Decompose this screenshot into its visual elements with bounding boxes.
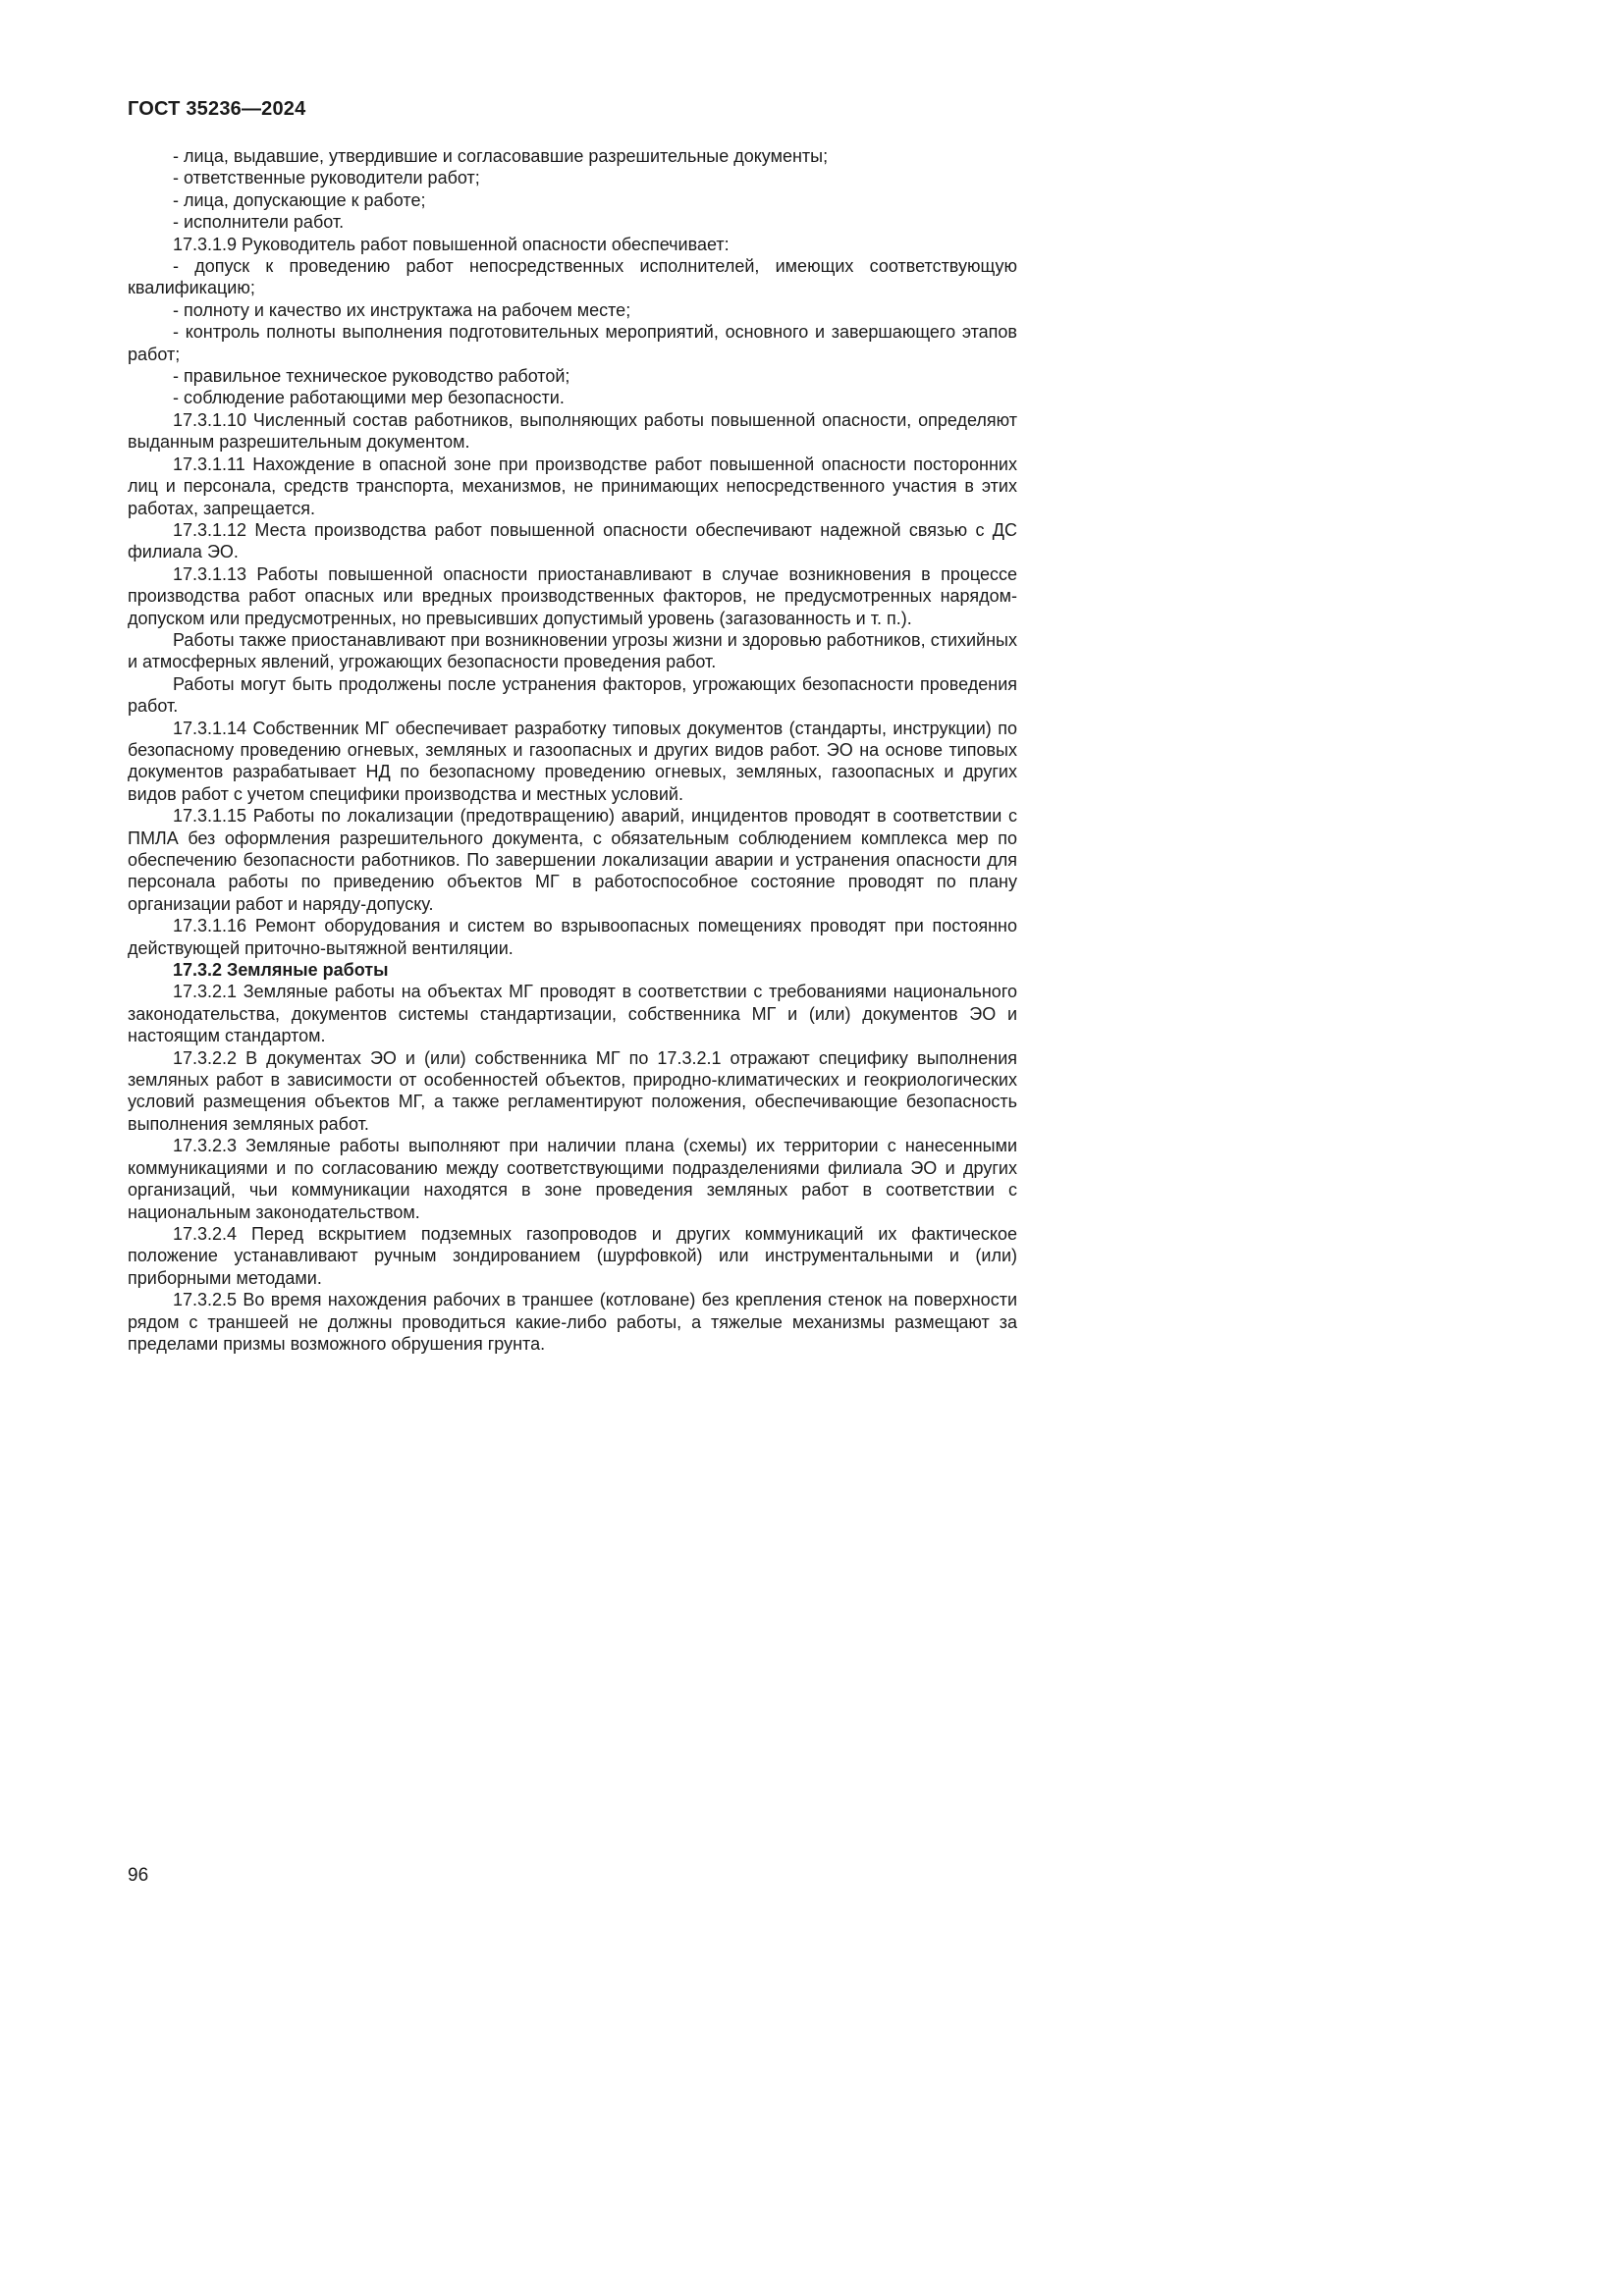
list-item: - правильное техническое руководство работой;: [173, 366, 570, 387]
list-item: - лица, допускающие к работе;: [173, 189, 426, 210]
page-number: 96: [128, 1865, 149, 1886]
paragraph: 17.3.1.12 Места производства работ повышенной опасности обеспечивают надежной связью с ДС филиала ЭО.: [128, 519, 1017, 562]
paragraph: 17.3.1.14 Собственник МГ обеспечивает разработку типовых документов (стандарты, инструкции) по безопасному проведению огневых, земляных и газоопасных и других видов работ. ЭО на основе типовых документов разрабатывает НД по безопасному проведению огневых, земляных, газоопасных и других видов работ с учетом специфики производства и местных условий.: [128, 718, 1017, 804]
paragraph: 17.3.1.11 Нахождение в опасной зоне при производстве работ повышенной опасности посторонних лиц и персонала, средств транспорта, механизмов, не принимающих непосредственного участия в этих работах, запрещается.: [128, 454, 1017, 518]
paragraph: 17.3.2.1 Земляные работы на объектах МГ проводят в соответствии с требованиями национального законодательства, документов системы стандартизации, собственника МГ и (или) документов ЭО и настоящим стандартом.: [128, 982, 1017, 1046]
list-item: - исполнители работ.: [173, 212, 345, 233]
paragraph: 17.3.1.10 Численный состав работников, выполняющих работы повышенной опасности, определяют выданным разрешительным документом.: [128, 409, 1017, 453]
document-body: [128, 145, 1017, 1355]
list-item: - ответственные руководители работ;: [173, 168, 480, 188]
paragraph: 17.3.2.3 Земляные работы выполняют при наличии плана (схемы) их территории с нанесенными коммуникациями и по согласованию между соответствующими подразделениями филиала ЭО и других организаций, чьи коммуникации находятся в зоне проведения земляных работ в соответствии с национальным законодательством.: [128, 1136, 1017, 1222]
paragraph: 17.3.1.16 Ремонт оборудования и систем во взрывоопасных помещениях проводят при постоянно действующей приточно-вытяжной вентиляции.: [128, 916, 1017, 958]
paragraph: 17.3.2.5 Во время нахождения рабочих в траншее (котловане) без крепления стенок на поверхности рядом с траншеей не должны проводиться какие-либо работы, а тяжелые механизмы размещают за пределами призмы возможного обрушения грунта.: [128, 1290, 1017, 1354]
paragraph: 17.3.1.13 Работы повышенной опасности приостанавливают в случае возникновения в процессе производства работ опасных или вредных производственных факторов, не предусмотренных нарядом-допуском или предусмотренных, но превысивших допустимый уровень (загазованность и т. п.).: [128, 563, 1017, 628]
paragraph: Работы также приостанавливают при возникновении угрозы жизни и здоровью работников, стихийных и атмосферных явлений, угрожающих безопасности проведения работ.: [128, 629, 1017, 672]
list-item: - полноту и качество их инструктажа на рабочем месте;: [173, 299, 631, 320]
paragraph: 17.3.2.4 Перед вскрытием подземных газопроводов и других коммуникаций их фактическое положение устанавливают ручным зондированием (шурфовкой) или инструментальными и (или) приборными методами.: [128, 1223, 1017, 1288]
list-item: - лица, выдавшие, утвердившие и согласовавшие разрешительные документы;: [173, 146, 829, 166]
paragraph: 17.3.1.9 Руководитель работ повышенной опасности обеспечивает:: [173, 234, 730, 254]
paragraph: 17.3.1.15 Работы по локализации (предотвращению) аварий, инцидентов проводят в соответствии с ПМЛА без оформления разрешительного документа, с обязательным соблюдением комплекса мер по обеспечению безопасности работников. По завершении локализации аварии и устранения опасности для персонала работы по приведению объектов МГ в работоспособное состояние проводят по плану организации работ и наряду-допуску.: [128, 806, 1017, 914]
list-item: - допуск к проведению работ непосредственных исполнителей, имеющих соответствующую квалификацию;: [128, 256, 1017, 298]
paragraph: 17.3.2.2 В документах ЭО и (или) собственника МГ по 17.3.2.1 отражают специфику выполнения земляных работ в зависимости от особенностей объектов, природно-климатических и геокриологических условий размещения объектов МГ, а также регламентируют положения, обеспечивающие безопасность выполнения земляных работ.: [128, 1047, 1017, 1134]
section-heading: 17.3.2 Земляные работы: [173, 960, 389, 981]
list-item: - контроль полноты выполнения подготовительных мероприятий, основного и завершающего этапов работ;: [128, 322, 1017, 364]
document-header: ГОСТ 35236—2024: [128, 98, 306, 120]
paragraph: Работы могут быть продолжены после устранения факторов, угрожающих безопасности проведения работ.: [128, 673, 1017, 717]
list-item: - соблюдение работающими мер безопасности.: [173, 388, 565, 408]
